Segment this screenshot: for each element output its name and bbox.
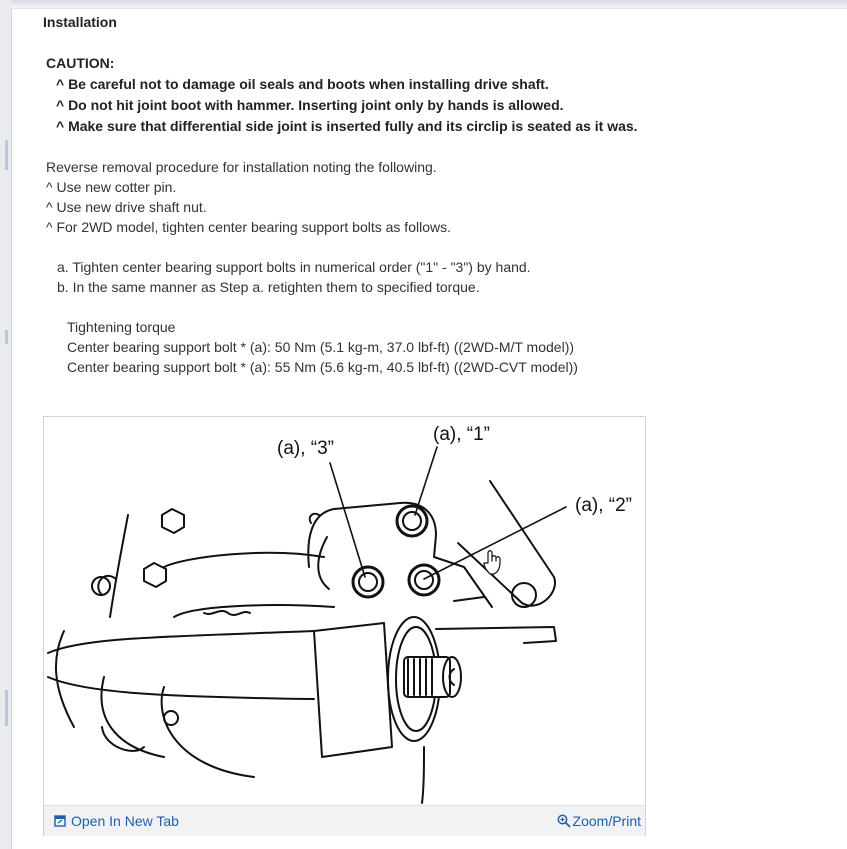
section-heading: Installation (43, 14, 117, 30)
caution-item: ^ Be careful not to damage oil seals and boots when installing drive shaft. (56, 76, 549, 92)
housing-line (162, 687, 254, 777)
hand-cursor-icon (484, 551, 500, 574)
caution-title: CAUTION: (46, 55, 115, 71)
shaft-line (48, 677, 314, 699)
torque-spec: Center bearing support bolt * (a): 50 Nm (5.1 kg-m, 37.0 lbf-ft) ((2WD-M/T model)) (67, 339, 575, 355)
bolt-1-label: (a), “1” (433, 424, 490, 445)
caution-item: ^ Do not hit joint boot with hammer. Inserting joint only by hands is allowed. (56, 97, 564, 113)
procedure-note: ^ For 2WD model, tighten center bearing support bolts as follows. (46, 219, 451, 235)
zoom-magnifier-icon (557, 814, 571, 828)
right-bracket (454, 597, 484, 601)
procedure-step: b. In the same manner as Step a. retighten them to specified torque. (57, 279, 480, 295)
zoom-print-link[interactable] (557, 813, 641, 829)
shaft-line (48, 631, 314, 653)
bearing-body (314, 623, 392, 757)
right-bracket (436, 627, 556, 643)
gutter-mark (5, 140, 8, 170)
gutter-mark (5, 690, 8, 726)
open-in-new-tab-label: Open In New Tab (71, 813, 179, 829)
housing-line (164, 553, 324, 567)
left-gutter (0, 0, 12, 849)
drive-shaft-illustration[interactable] (44, 417, 645, 805)
bolt-3 (353, 567, 383, 597)
bolt-2 (409, 565, 439, 595)
top-rule (11, 0, 847, 9)
zoom-print-label: Zoom/Print (572, 813, 641, 829)
housing-line (174, 605, 334, 617)
bearing-stand (422, 747, 424, 803)
bracket-outline (308, 503, 492, 607)
leader-line (330, 463, 365, 577)
procedure-note: ^ Use new drive shaft nut. (46, 199, 207, 215)
right-bracket (458, 481, 555, 606)
bolt-2-label: (a), “2” (575, 495, 632, 516)
housing-nut (144, 563, 166, 587)
open-tab-icon (54, 815, 66, 827)
housing-line (102, 677, 165, 757)
caution-item: ^ Make sure that differential side joint is inserted fully and its circlip is seated as it was. (56, 118, 638, 134)
housing-nut (162, 509, 184, 533)
figure-footer (44, 805, 645, 836)
torque-spec: Center bearing support bolt * (a): 55 Nm (5.6 kg-m, 40.5 lbf-ft) ((2WD-CVT model)) (67, 359, 578, 375)
splined-shaft (404, 657, 461, 697)
bolt-3-label: (a), “3” (277, 438, 334, 459)
bolt-1 (397, 506, 427, 536)
procedure-step: a. Tighten center bearing support bolts in numerical order ("1" - "3") by hand. (57, 259, 531, 275)
illustration-figure (43, 416, 646, 836)
open-in-new-tab-link[interactable] (54, 813, 179, 829)
bracket-detail (318, 537, 329, 589)
procedure-note: ^ Use new cotter pin. (46, 179, 177, 195)
procedure-intro: Reverse removal procedure for installation noting the following. (46, 159, 437, 175)
gutter-mark (5, 330, 8, 344)
housing-detail (204, 611, 250, 615)
torque-title: Tightening torque (67, 319, 176, 335)
housing-line (110, 515, 128, 617)
